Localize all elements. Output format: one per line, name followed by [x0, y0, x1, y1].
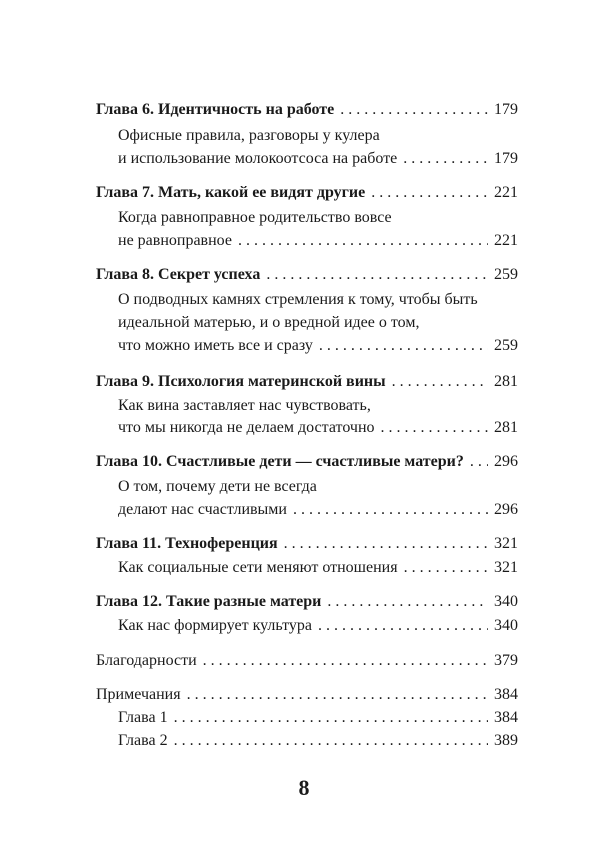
chapter-subtitle-last-line: что мы никогда не делаем достаточно — [118, 419, 375, 436]
page-number: 259 — [494, 266, 518, 283]
toc-chapter-9 — [96, 370, 518, 394]
toc-chapter-8 — [96, 263, 518, 287]
page-number: 221 — [494, 184, 518, 201]
notes-item-title: Глава 1 — [118, 709, 168, 726]
dot-leader — [381, 416, 488, 440]
dot-leader — [174, 729, 488, 753]
dot-leader — [318, 614, 488, 638]
page-number: 389 — [494, 732, 518, 749]
chapter-title: Глава 10. Счастливые дети — счастливые матери? — [96, 453, 464, 470]
page-number: 384 — [494, 709, 518, 726]
chapter-subtitle-line: Как вина заставляет нас чувствовать, — [118, 397, 371, 414]
chapter-title: Глава 7. Мать, какой ее видят другие — [96, 184, 366, 201]
dot-leader — [327, 590, 488, 614]
dot-leader — [403, 147, 488, 171]
toc-chapter-11-subtitle — [118, 556, 518, 580]
page-number: 379 — [494, 652, 518, 669]
chapter-subtitle-last-line: что можно иметь все и сразу — [118, 337, 313, 354]
page-number: 221 — [494, 232, 518, 249]
dot-leader — [470, 450, 488, 474]
dot-leader — [319, 334, 488, 358]
page-number: 259 — [494, 337, 518, 354]
dot-leader — [392, 370, 488, 394]
dot-leader — [404, 556, 488, 580]
section-title: Благодарности — [96, 652, 197, 669]
page-number: 281 — [494, 419, 518, 436]
chapter-title: Глава 8. Секрет успеха — [96, 266, 261, 283]
dot-leader — [187, 683, 488, 707]
dot-leader — [174, 706, 488, 730]
toc-notes — [96, 683, 518, 707]
page-number: 281 — [494, 373, 518, 390]
page-number: 340 — [494, 617, 518, 634]
toc-chapter-6-subtitle — [118, 147, 518, 171]
page-number: 321 — [494, 535, 518, 552]
chapter-subtitle-line: О подводных камнях стремления к тому, чтобы быть — [118, 291, 478, 308]
chapter-title: Глава 12. Такие разные матери — [96, 593, 322, 610]
toc-chapter-8-subtitle — [118, 334, 518, 358]
dot-leader — [371, 181, 488, 205]
chapter-subtitle-line: идеальной матерью, и о вредной идее о том, — [118, 314, 420, 331]
chapter-subtitle-line: О том, почему дети не всегда — [118, 478, 317, 495]
dot-leader — [340, 98, 488, 122]
toc-acknowledgements — [96, 649, 518, 673]
toc-chapter-12 — [96, 590, 518, 614]
dot-leader — [203, 649, 488, 673]
toc-chapter-7 — [96, 181, 518, 205]
page-number: 179 — [494, 101, 518, 118]
chapter-subtitle-line: Офисные правила, разговоры у кулера — [118, 127, 380, 144]
section-title: Примечания — [96, 686, 181, 703]
dot-leader — [266, 263, 488, 287]
page-number: 321 — [494, 559, 518, 576]
toc-notes-chapter-2 — [118, 729, 518, 753]
chapter-title: Глава 9. Психология материнской вины — [96, 373, 386, 390]
toc-chapter-10 — [96, 450, 518, 474]
chapter-subtitle-last-line: делают нас счастливыми — [118, 501, 287, 518]
chapter-title: Глава 11. Техноференция — [96, 535, 278, 552]
chapter-title: Глава 6. Идентичность на работе — [96, 101, 335, 118]
toc-chapter-11 — [96, 532, 518, 556]
page-number: 179 — [494, 150, 518, 167]
chapter-subtitle-last-line: Как социальные сети меняют отношения — [118, 559, 398, 576]
chapter-subtitle-last-line: не равноправное — [118, 232, 232, 249]
page-number: 296 — [494, 453, 518, 470]
toc-notes-chapter-1 — [118, 706, 518, 730]
notes-item-title: Глава 2 — [118, 732, 168, 749]
toc-chapter-12-subtitle — [118, 614, 518, 638]
chapter-subtitle-line: Когда равноправное родительство вовсе — [118, 209, 392, 226]
page-folio: 8 — [298, 775, 310, 800]
page-number: 340 — [494, 593, 518, 610]
toc-chapter-6 — [96, 98, 518, 122]
dot-leader — [238, 229, 488, 253]
chapter-subtitle-last-line: Как нас формирует культура — [118, 617, 312, 634]
page-number: 384 — [494, 686, 518, 703]
page-number: 296 — [494, 501, 518, 518]
toc-chapter-9-subtitle — [118, 416, 518, 440]
dot-leader — [293, 498, 488, 522]
chapter-subtitle-last-line: и использование молокоотсоса на работе — [118, 150, 398, 167]
toc-chapter-7-subtitle — [118, 229, 518, 253]
dot-leader — [284, 532, 488, 556]
toc-chapter-10-subtitle — [118, 498, 518, 522]
